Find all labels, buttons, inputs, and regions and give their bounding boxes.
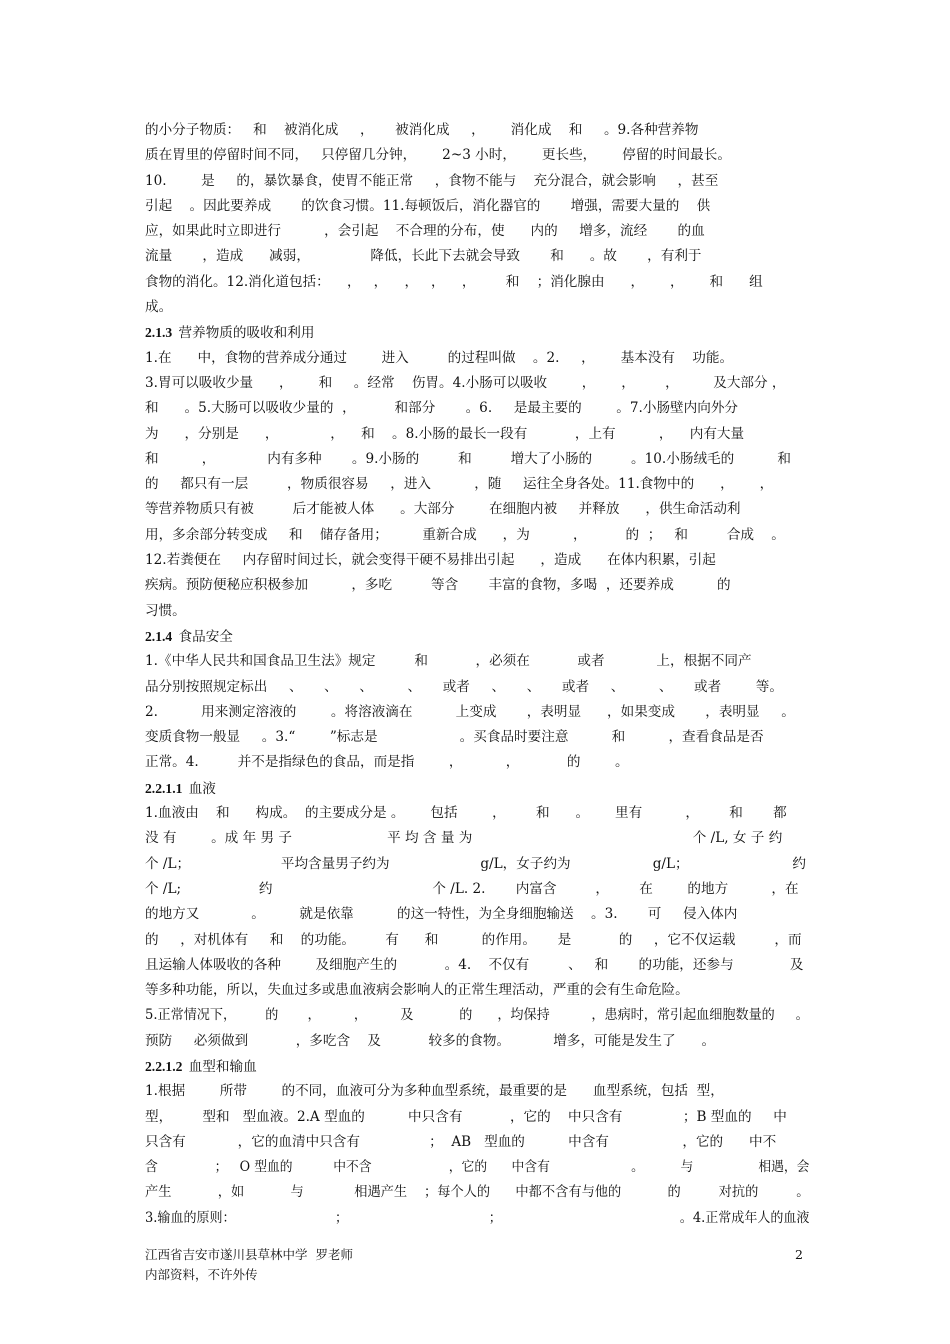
text-line: 疾病。预防便秘应积极参加 ，多吃 等含 丰富的食物，多喝 ，还要养成 的 [145, 577, 731, 594]
text-line: 用，多余部分转变成 和 储存备用； 重新合成 ，为 ， 的 ； 和 合成 。 [145, 526, 785, 543]
text-line: 为 ，分别是 ， ， 和 。8.小肠的最长一段有 ，上有 ， 内有大量 [145, 425, 745, 442]
text-line: 型， 型和 型血液。2.A 型血的 中只含有 ，它的 中只含有 ；B 型血的 中 [145, 1108, 787, 1125]
text-line: 的地方又 。 就是依靠 的这一特性，为全身细胞输送 。3. 可 侵入体内 [145, 906, 738, 923]
text-line: 个 /L; 约 个 /L. 2. 内富含 ， 在 的地方 ，在 [145, 880, 799, 897]
text-line: 成。 [145, 299, 173, 316]
text-line: 和 。5.大肠可以吸收少量的 ， 和部分 。6. 是最主要的 。7.小肠壁内向外分 [145, 400, 739, 417]
text-line: 质在胃里的停留时间不同， 只停留几分钟， 2~3 小时， 更长些， 停留的时间最长。 [145, 147, 731, 164]
text-line: 等多种功能，所以，失血过多或患血液病会影响人的正常生理活动，严重的会有生命危险。 [145, 982, 689, 999]
text-line: 1.《中华人民共和国食品卫生法》规定 和 ，必须在 或者 上，根据不同产 [145, 653, 752, 670]
document-body [145, 118, 809, 1231]
section-title: 营养物质的吸收和利用 [174, 325, 315, 342]
text-line: 3.胃可以吸收少量 ， 和 。经常 伤胃。4.小肠可以吸收 ， ， ， 及大部分 ， [145, 374, 786, 391]
text-line: 没 有 。成 年 男 子 平 均 含 量 为 个 /L, 女 子 约 [145, 830, 783, 847]
section-heading [145, 320, 809, 345]
section-number: 2.1.3 [145, 325, 173, 341]
text-line: 正常。4. 并不是指绿色的食品，而是指 ， ， 的 。 [145, 754, 629, 771]
page-number: 2 [795, 1247, 803, 1262]
section-title: 血液 [184, 780, 216, 797]
text-line: 12.若粪便在 内存留时间过长，就会变得干硬不易排出引起 ，造成 在体内积累，引起 [145, 552, 716, 569]
text-line: 只含有 ，它的血清中只含有 ； AB 型血的 中含有 ，它的 中不 [145, 1133, 777, 1150]
text-line: 等营养物质只有被 后才能被人体 。大部分 在细胞内被 并释放 ，供生命活动利 [145, 501, 741, 518]
text-line: 流量 ，造成 减弱， 降低，长此下去就会导致 和 。故 ，有利于 [145, 248, 702, 265]
text-line: 产生 ，如 与 相遇产生 ；每个人的 中都不含有与他的 的 对抗的 。 [145, 1184, 809, 1201]
text-line: 5.正常情况下， 的 ， ， 及 的 ，均保持 ，患病时，常引起血细胞数量的 。 [145, 1007, 809, 1024]
section-heading [145, 776, 809, 801]
text-line: 3.输血的原则： ； ； 。4.正常成年人的血液 [145, 1209, 809, 1226]
text-line: 的 ，对机体有 和 的功能。 有 和 的作用。 是 的 ，它不仅运载 ，而 [145, 931, 802, 948]
section-title: 血型和输血 [184, 1058, 257, 1075]
text-line: 习惯。 [145, 602, 186, 619]
text-line: 预防 必须做到 ，多吃含 及 较多的食物。 增多，可能是发生了 。 [145, 1032, 716, 1049]
section-heading [145, 624, 809, 649]
text-line: 且运输人体吸收的各种 及细胞产生的 。4. 不仅有 、 和 的功能，还参与 及 [145, 956, 804, 973]
text-line: 2. 用来测定溶液的 。将溶液滴在 上变成 ，表明显 ，如果变成 ，表明显 。 [145, 703, 795, 720]
footer-notice-line: 内部资料，不许外传 [145, 1267, 258, 1282]
section-heading [145, 1054, 809, 1079]
text-line: 个 /L； 平均含量男子约为 g/L，女子约为 g/L； 约 [145, 855, 806, 872]
section-number: 2.2.1.1 [145, 780, 183, 796]
section-title: 食品安全 [174, 628, 233, 645]
text-line: 变质食物一般显 。3.“ ”标志是 。买食品时要注意 和 ，查看食品是否 [145, 729, 764, 746]
footer-school-line: 江西省吉安市遂川县草林中学 罗老师 [145, 1247, 353, 1262]
text-line: 的小分子物质： 和 被消化成 ， 被消化成 ， 消化成 和 。9.各种营养物 [145, 122, 699, 138]
text-line: 10. 是 的，暴饮暴食，使胃不能正常 ，食物不能与 充分混合，就会影响 ，甚至 [145, 172, 719, 189]
text-line: 含 ； O 型血的 中不含 ，它的 中含有 。 与 相遇，会 [145, 1159, 809, 1176]
section-number: 2.2.1.2 [145, 1058, 183, 1074]
text-line: 应，如果此时立即进行 ，会引起 不合理的分布，使 内的 增多，流经 的血 [145, 223, 705, 240]
text-line: 食物的消化。12.消化道包括： ， ， ， ， ， 和 ；消化腺由 ， ， 和 组 [145, 273, 763, 290]
text-line: 和 ， 内有多种 。9.小肠的 和 增大了小肠的 。10.小肠绒毛的 和 [145, 450, 792, 467]
text-line: 1.根据 所带 的不同，血液可分为多种血型系统，最重要的是 血型系统，包括 型， [145, 1083, 724, 1100]
text-line: 1.血液由 和 构成。 的主要成分是 。 包括 ， 和 。 里有 ， 和 都 [145, 805, 787, 822]
section-number: 2.1.4 [145, 628, 173, 644]
text-line: 引起 。因此要养成 的饮食习惯。11.每顿饭后，消化器官的 增强，需要大量的 供 [145, 197, 711, 214]
text-line: 的 都只有一层 ，物质很容易 ，进入 ，随 运往全身各处。11.食物中的 ， ， [145, 476, 774, 493]
text-line: 品分别按照规定标出 、 、 、 、 或者 、 、 或者 、 、 或者 等。 [145, 678, 783, 695]
text-line: 1.在 中，食物的营养成分通过 进入 的过程叫做 。2. ， 基本没有 功能。 [145, 349, 734, 366]
page-footer [145, 1245, 353, 1285]
